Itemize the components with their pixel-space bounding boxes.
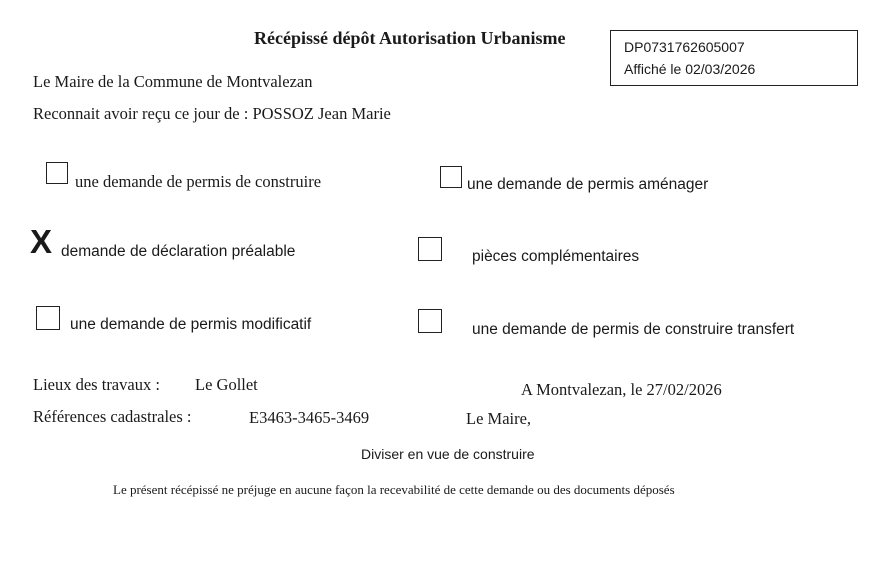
checkbox-permis-construire xyxy=(46,162,68,184)
place-date: A Montvalezan, le 27/02/2026 xyxy=(521,380,722,399)
reference-number: DP0731762605007 xyxy=(624,39,745,55)
label-permis-amenager: une demande de permis aménager xyxy=(467,176,709,193)
document-title: Récépissé dépôt Autorisation Urbanisme xyxy=(254,28,566,48)
disclaimer: Le présent récépissé ne préjuge en aucune façon la recevabilité de cette demande ou des documents déposés xyxy=(113,482,675,497)
checkbox-permis-modificatif xyxy=(36,306,60,330)
purpose: Diviser en vue de construire xyxy=(361,446,535,462)
references-label: Références cadastrales : xyxy=(33,407,192,426)
checkbox-pieces-complementaires xyxy=(418,237,442,261)
label-permis-transfert: une demande de permis de construire transfert xyxy=(472,321,795,338)
intro-line-1: Le Maire de la Commune de Montvalezan xyxy=(33,72,313,91)
posted-date: Affiché le 02/03/2026 xyxy=(624,61,756,77)
label-permis-modificatif: une demande de permis modificatif xyxy=(70,316,312,333)
references-value: E3463-3465-3469 xyxy=(249,408,370,427)
label-declaration-prealable: demande de déclaration préalable xyxy=(61,243,296,260)
reference-box xyxy=(610,30,858,86)
label-permis-construire: une demande de permis de construire xyxy=(75,172,322,191)
intro-line-2: Reconnait avoir reçu ce jour de : POSSOZ Jean Marie xyxy=(33,104,391,123)
label-pieces-complementaires: pièces complémentaires xyxy=(472,248,640,265)
checkbox-permis-amenager xyxy=(440,166,462,188)
checkbox-permis-transfert xyxy=(418,309,442,333)
lieux-value: Le Gollet xyxy=(195,375,258,394)
lieux-label: Lieux des travaux : xyxy=(33,375,160,394)
signatory: Le Maire, xyxy=(466,409,532,428)
checkbox-declaration-prealable-checked: X xyxy=(30,223,53,260)
